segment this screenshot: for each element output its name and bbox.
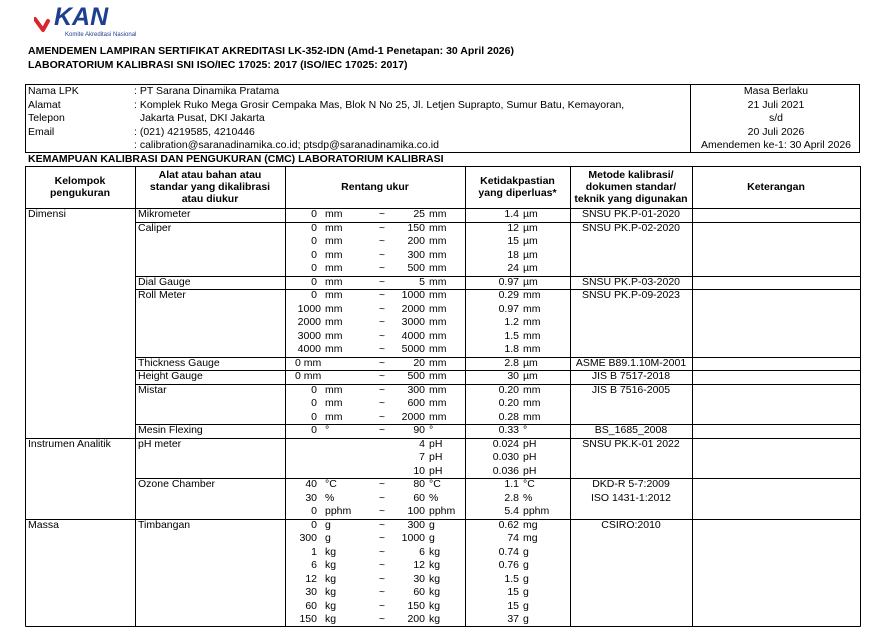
range-separator: ~: [378, 370, 386, 382]
range-separator: ~: [378, 248, 386, 261]
uncertainty-unit: mm: [523, 383, 541, 396]
uncertainty-value: 0.33: [498, 424, 519, 436]
range-low-unit: °: [325, 424, 330, 436]
range-low-unit: mm: [325, 248, 343, 261]
uncertainty-value: 24: [507, 262, 519, 274]
range-high-unit: pH: [429, 437, 443, 450]
uncertainty-unit: mm: [523, 397, 541, 409]
range-high-unit: °C: [429, 478, 441, 490]
item-label: Thickness Gauge: [138, 356, 220, 369]
range-low: 0: [311, 262, 317, 274]
uncertainty-unit: µm: [523, 275, 538, 288]
uncertainty-unit: mm: [523, 329, 541, 342]
group-label: Massa: [28, 518, 59, 531]
range-low: 0: [311, 518, 317, 531]
range-separator: ~: [378, 559, 386, 571]
header-line: Alat atau bahan atau: [158, 169, 262, 181]
uncertainty-value: 12: [507, 221, 519, 234]
uncertainty-value: 1.5: [504, 329, 519, 342]
range-separator: ~: [378, 599, 386, 612]
range-low: 0: [311, 289, 317, 301]
range-high-unit: pphm: [429, 505, 456, 517]
range-high-unit: °: [429, 424, 434, 436]
range-low: 0 mm: [295, 370, 322, 382]
header-line: teknik yang digunakan: [574, 193, 688, 205]
range-low-unit: kg: [325, 559, 337, 571]
info-value: : (021) 4219585, 4210446: [134, 125, 255, 138]
range-high: 150: [407, 221, 425, 234]
uncertainty-value: 1.8: [504, 343, 519, 355]
range-low: 6: [311, 559, 317, 571]
range-separator: ~: [378, 397, 386, 409]
validity-line: 20 Juli 2026: [747, 125, 805, 138]
method-label: ISO 1431-1:2012: [591, 491, 671, 504]
uncertainty-value: 18: [507, 248, 519, 261]
info-value: : calibration@saranadinamika.co.id; ptsdp@saranadinamika.co.id: [134, 139, 439, 151]
document-subtitle: LABORATORIUM KALIBRASI SNI ISO/IEC 17025: 2017 (ISO/IEC 17025: 2017): [28, 59, 408, 71]
uncertainty-unit: pphm: [523, 505, 550, 517]
validity-line: Masa Berlaku: [743, 85, 809, 97]
range-high: 600: [407, 397, 425, 409]
range-high: 12: [413, 559, 425, 571]
range-separator: ~: [378, 532, 386, 544]
range-low: 0: [311, 208, 317, 220]
range-separator: ~: [378, 302, 386, 315]
range-low: 0: [311, 221, 317, 234]
header-item: [135, 169, 285, 205]
range-high: 2000: [401, 302, 425, 315]
info-label: Alamat: [28, 98, 61, 111]
range-high: 30: [413, 572, 425, 585]
uncertainty-unit: µm: [523, 262, 538, 274]
range-low-unit: mm: [325, 235, 343, 247]
header-line: standar yang dikalibrasi: [149, 181, 271, 193]
uncertainty-unit: µm: [523, 356, 538, 369]
uncertainty-unit: mg: [523, 532, 538, 544]
uncertainty-value: 0.20: [498, 383, 519, 396]
range-low: 0: [311, 397, 317, 409]
range-high: 25: [413, 208, 425, 220]
uncertainty-value: 0.024: [492, 437, 519, 450]
range-high-unit: kg: [429, 586, 441, 598]
uncertainty-value: 0.20: [498, 397, 519, 409]
uncertainty-value: 1.4: [504, 208, 519, 220]
method-label: JIS B 7517-2018: [591, 370, 671, 382]
header-line: yang diperluas*: [478, 187, 557, 199]
range-high: 150: [407, 599, 425, 612]
header-line: Metode kalibrasi/: [588, 169, 674, 181]
range-high: 300: [407, 518, 425, 531]
range-high: 1000: [401, 532, 425, 544]
uncertainty-value: 1.2: [504, 316, 519, 328]
logo-word: KAN: [54, 3, 109, 31]
header-range: [285, 181, 465, 193]
range-high-unit: kg: [429, 545, 441, 558]
range-separator: ~: [378, 545, 386, 558]
range-high-unit: g: [429, 518, 435, 531]
uncertainty-unit: mm: [523, 316, 541, 328]
section-title: KEMAMPUAN KALIBRASI DAN PENGUKURAN (CMC) LABORATORIUM KALIBRASI: [28, 153, 444, 165]
range-separator: ~: [378, 572, 386, 585]
range-low-unit: mm: [325, 302, 343, 315]
uncertainty-unit: g: [523, 572, 529, 585]
range-high-unit: kg: [429, 599, 441, 612]
item-label: Dial Gauge: [138, 275, 191, 288]
info-value: : PT Sarana Dinamika Pratama: [134, 85, 280, 97]
uncertainty-value: 15: [507, 599, 519, 612]
uncertainty-unit: pH: [523, 464, 537, 477]
uncertainty-value: 74: [507, 532, 519, 544]
range-low: 300: [299, 532, 317, 544]
logo-subtitle: Komite Akreditasi Nasional: [65, 32, 137, 38]
range-low-unit: mm: [325, 275, 343, 288]
uncertainty-value: 0.030: [492, 451, 519, 463]
group-label: Instrumen Analitik: [28, 437, 111, 450]
uncertainty-value: 2.8: [504, 491, 519, 504]
uncertainty-value: 0.76: [498, 559, 519, 571]
uncertainty-unit: g: [523, 545, 529, 558]
range-separator: ~: [378, 275, 386, 288]
method-label: BS_1685_2008: [594, 424, 668, 436]
uncertainty-unit: µm: [523, 235, 538, 247]
uncertainty-unit: µm: [523, 221, 538, 234]
range-low-unit: kg: [325, 613, 337, 625]
range-low: 150: [299, 613, 317, 625]
item-label: Caliper: [138, 221, 172, 234]
range-high-unit: %: [429, 491, 439, 504]
uncertainty-value: 0.29: [498, 289, 519, 301]
uncertainty-value: 0.28: [498, 410, 519, 423]
uncertainty-unit: g: [523, 586, 529, 598]
range-high: 20: [413, 356, 425, 369]
header-line: dokumen standar/: [585, 181, 677, 193]
range-low: 1000: [297, 302, 321, 315]
range-low-unit: mm: [325, 343, 343, 355]
range-separator: ~: [378, 586, 386, 598]
range-separator: ~: [378, 262, 386, 274]
range-low-unit: kg: [325, 545, 337, 558]
uncertainty-unit: %: [523, 491, 533, 504]
validity-line: s/d: [768, 112, 783, 124]
range-high: 2000: [401, 410, 425, 423]
range-high: 4000: [401, 329, 425, 342]
uncertainty-unit: mm: [523, 289, 541, 301]
range-low: 0: [311, 505, 317, 517]
range-separator: ~: [378, 613, 386, 625]
range-high: 60: [413, 586, 425, 598]
uncertainty-unit: mm: [523, 302, 541, 315]
method-label: SNSU PK.P-01-2020: [581, 208, 681, 220]
validity-line: Amendemen ke-1: 30 April 2026: [700, 139, 851, 151]
range-high: 1000: [401, 289, 425, 301]
uncertainty-value: 0.036: [492, 464, 519, 477]
header-line: Keterangan: [747, 181, 805, 193]
uncertainty-value: 1.5: [504, 572, 519, 585]
range-low: 12: [305, 572, 317, 585]
uncertainty-value: 0.97: [498, 302, 519, 315]
uncertainty-value: 15: [507, 235, 519, 247]
range-high: 300: [407, 248, 425, 261]
range-separator: ~: [378, 424, 386, 436]
range-high-unit: mm: [429, 248, 447, 261]
range-low-unit: mm: [325, 289, 343, 301]
range-high-unit: mm: [429, 356, 447, 369]
header-line: atau diukur: [181, 193, 239, 205]
item-label: Mesin Flexing: [138, 424, 203, 436]
range-high: 4: [419, 437, 425, 450]
range-low: 0: [311, 275, 317, 288]
range-separator: ~: [378, 289, 386, 301]
range-low: 60: [305, 599, 317, 612]
range-low: 0: [311, 235, 317, 247]
kan-logo: [34, 3, 154, 42]
range-low-unit: %: [325, 491, 335, 504]
range-high-unit: kg: [429, 572, 441, 585]
range-high-unit: pH: [429, 451, 443, 463]
range-low-unit: mm: [325, 397, 343, 409]
uncertainty-value: 0.74: [498, 545, 519, 558]
range-high: 200: [407, 235, 425, 247]
header-line: Ketidakpastian: [480, 175, 555, 187]
range-low-unit: g: [325, 518, 331, 531]
range-high-unit: mm: [429, 262, 447, 274]
uncertainty-value: 0.97: [498, 275, 519, 288]
range-high: 100: [407, 505, 425, 517]
item-label: Height Gauge: [138, 370, 203, 382]
range-separator: ~: [378, 356, 386, 369]
range-low: 1: [311, 545, 317, 558]
uncertainty-value: 5.4: [504, 505, 519, 517]
validity-block: [690, 85, 862, 153]
range-separator: ~: [378, 505, 386, 517]
method-label: DKD-R 5-7:2009: [592, 478, 670, 490]
range-high: 6: [419, 545, 425, 558]
item-label: Roll Meter: [138, 289, 186, 301]
range-low-unit: kg: [325, 586, 337, 598]
uncertainty-unit: µm: [523, 248, 538, 261]
range-high-unit: mm: [429, 343, 447, 355]
item-label: pH meter: [138, 437, 182, 450]
range-high: 3000: [401, 316, 425, 328]
range-low-unit: pphm: [325, 505, 352, 517]
range-high: 300: [407, 383, 425, 396]
header-uncertainty: [465, 175, 570, 199]
info-values: [134, 85, 624, 153]
validity-line: 21 Juli 2021: [747, 98, 805, 111]
uncertainty-unit: pH: [523, 451, 537, 463]
info-value: Jakarta Pusat, DKI Jakarta: [134, 112, 265, 124]
range-separator: ~: [378, 208, 386, 220]
range-high-unit: kg: [429, 559, 441, 571]
range-low-unit: mm: [325, 329, 343, 342]
range-high: 10: [413, 464, 425, 477]
info-label: Email: [28, 125, 55, 138]
range-high-unit: mm: [429, 275, 447, 288]
range-separator: ~: [378, 329, 386, 342]
method-label: SNSU PK.P-09-2023: [581, 289, 681, 301]
range-high: 5: [419, 275, 425, 288]
range-low-unit: mm: [325, 262, 343, 274]
uncertainty-unit: µm: [523, 370, 538, 382]
info-value: : Komplek Ruko Mega Grosir Cempaka Mas, Blok N No 25, Jl. Letjen Suprapto, Sumur Batu, Kemayoran,: [134, 98, 625, 111]
uncertainty-unit: mm: [523, 343, 541, 355]
header-line: Kelompok: [54, 175, 106, 187]
range-high-unit: mm: [429, 370, 447, 382]
range-low: 0: [311, 248, 317, 261]
item-label: Mistar: [138, 383, 167, 396]
item-label: Ozone Chamber: [138, 478, 216, 490]
header-group: [25, 175, 135, 199]
uncertainty-unit: mm: [523, 410, 541, 423]
header-line: pengukuran: [49, 187, 111, 199]
range-high-unit: mm: [429, 235, 447, 247]
uncertainty-value: 2.8: [504, 356, 519, 369]
range-high: 200: [407, 613, 425, 625]
header-line: Rentang ukur: [341, 181, 409, 193]
range-low-unit: mm: [325, 383, 343, 396]
range-separator: ~: [378, 221, 386, 234]
range-low: 40: [305, 478, 317, 490]
range-high-unit: mm: [429, 383, 447, 396]
range-high-unit: kg: [429, 613, 441, 625]
range-separator: ~: [378, 410, 386, 423]
range-high: 5000: [401, 343, 425, 355]
range-separator: ~: [378, 235, 386, 247]
uncertainty-value: 15: [507, 586, 519, 598]
range-low: 30: [305, 491, 317, 504]
method-label: JIS B 7516-2005: [591, 383, 671, 396]
range-high-unit: mm: [429, 410, 447, 423]
document-title: AMENDEMEN LAMPIRAN SERTIFIKAT AKREDITASI LK-352-IDN (Amd-1 Penetapan: 30 April 2026): [28, 45, 514, 57]
range-low: 2000: [297, 316, 321, 328]
range-high: 90: [413, 424, 425, 436]
item-label: Mikrometer: [138, 208, 191, 220]
uncertainty-unit: g: [523, 559, 529, 571]
range-separator: ~: [378, 478, 386, 490]
header-remarks: [692, 181, 860, 193]
range-high: 500: [407, 262, 425, 274]
uncertainty-unit: mg: [523, 518, 538, 531]
method-label: SNSU PK.K-01 2022: [582, 437, 680, 450]
range-low: 0: [311, 424, 317, 436]
range-high: 7: [419, 451, 425, 463]
range-low-unit: °C: [325, 478, 337, 490]
range-high-unit: mm: [429, 316, 447, 328]
info-labels: [28, 85, 79, 139]
uncertainty-unit: pH: [523, 437, 537, 450]
range-high-unit: mm: [429, 302, 447, 315]
range-low: 0: [311, 383, 317, 396]
group-label: Dimensi: [28, 208, 66, 220]
range-separator: ~: [378, 518, 386, 531]
method-label: CSIRO:2010: [601, 518, 661, 531]
method-label: SNSU PK.P-02-2020: [581, 221, 681, 234]
range-low-unit: kg: [325, 572, 337, 585]
range-low-unit: mm: [325, 410, 343, 423]
uncertainty-unit: °: [523, 424, 528, 436]
uncertainty-unit: µm: [523, 208, 538, 220]
range-low-unit: kg: [325, 599, 337, 612]
range-low-unit: mm: [325, 316, 343, 328]
range-low: 0: [311, 410, 317, 423]
range-high: 500: [407, 370, 425, 382]
uncertainty-unit: g: [523, 613, 529, 625]
range-low-unit: mm: [325, 221, 343, 234]
uncertainty-unit: g: [523, 599, 529, 612]
range-high-unit: mm: [429, 397, 447, 409]
method-label: ASME B89.1.10M-2001: [575, 356, 687, 369]
range-separator: ~: [378, 491, 386, 504]
range-high-unit: mm: [429, 208, 447, 220]
range-low: 3000: [297, 329, 321, 342]
range-separator: ~: [378, 383, 386, 396]
range-high: 60: [413, 491, 425, 504]
range-low-unit: g: [325, 532, 331, 544]
range-high-unit: mm: [429, 329, 447, 342]
uncertainty-value: 37: [507, 613, 519, 625]
info-label: Nama LPK: [28, 85, 79, 97]
method-label: SNSU PK.P-03-2020: [581, 275, 681, 288]
info-label: Telepon: [28, 112, 65, 124]
range-high-unit: mm: [429, 289, 447, 301]
range-low: 0 mm: [295, 356, 322, 369]
uncertainty-value: 30: [507, 370, 519, 382]
range-high-unit: mm: [429, 221, 447, 234]
range-high-unit: pH: [429, 464, 443, 477]
range-low-unit: mm: [325, 208, 343, 220]
uncertainty-value: 0.62: [498, 518, 519, 531]
range-separator: ~: [378, 343, 386, 355]
header-method: [570, 169, 692, 205]
item-label: Timbangan: [138, 518, 191, 531]
range-low: 30: [305, 586, 317, 598]
range-high-unit: g: [429, 532, 435, 544]
range-high: 80: [413, 478, 425, 490]
range-low: 4000: [297, 343, 321, 355]
uncertainty-value: 1.1: [504, 478, 519, 490]
range-separator: ~: [378, 316, 386, 328]
uncertainty-unit: °C: [523, 478, 535, 490]
